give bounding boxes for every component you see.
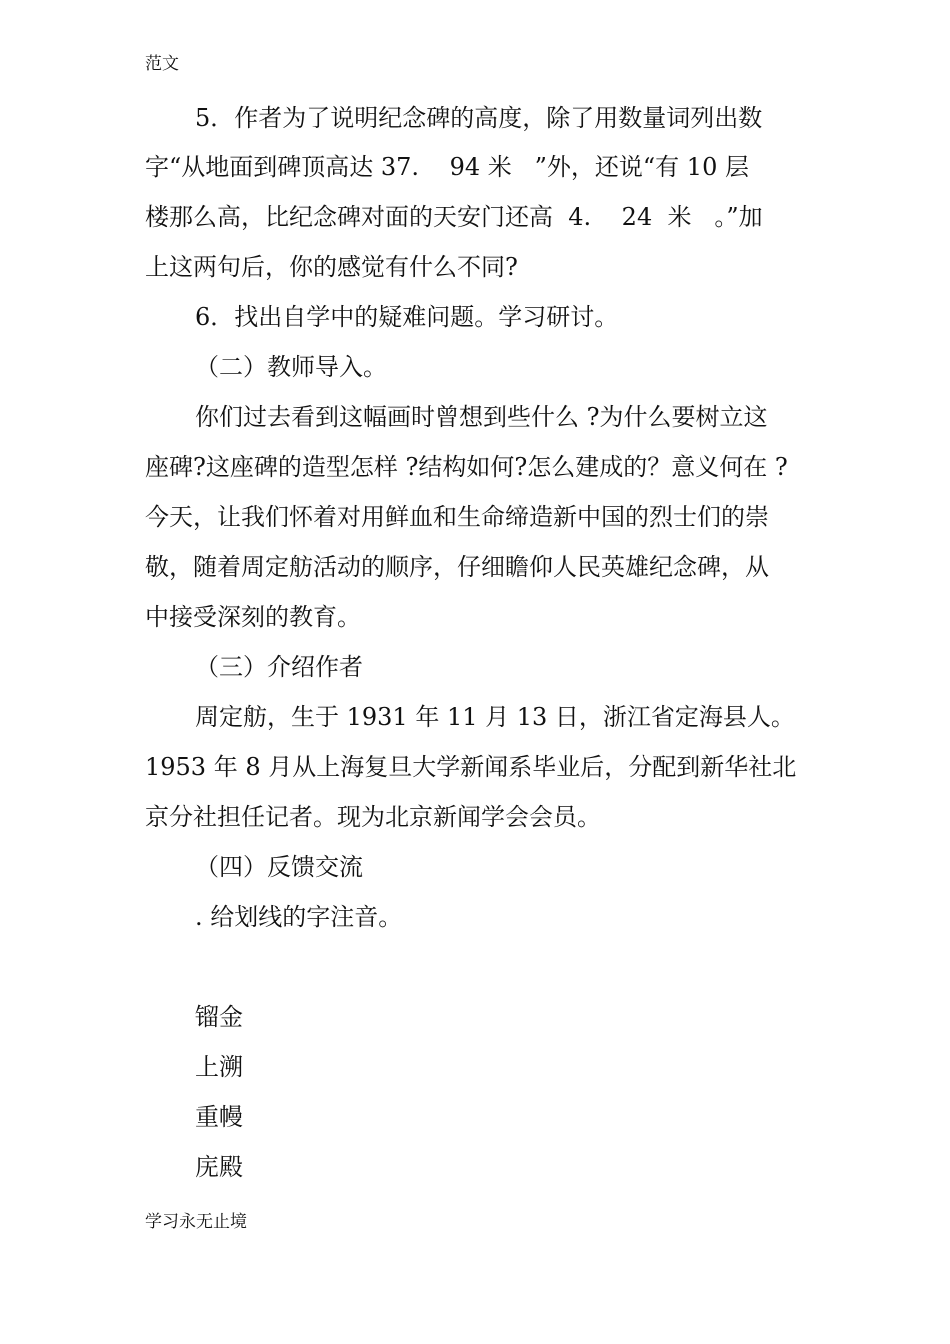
paragraph-line: 今天，让我们怀着对用鲜血和生命缔造新中国的烈士们的崇 [145,503,769,531]
section-heading: （三）介绍作者 [195,653,363,681]
paragraph-line: 6．找出自学中的疑难问题。学习研讨。 [195,303,619,331]
section-heading: （四）反馈交流 [195,853,363,881]
paragraph-line: 楼那么高，比纪念碑对面的天安门还高 4. 24 米 。”加 [145,203,763,231]
paragraph-line: 周定舫，生于 1931 年 11 月 13 日，浙江省定海县人。 [195,703,795,731]
vocab-item: 重幔 [195,1103,243,1131]
paragraph-line: 你们过去看到这幅画时曾想到些什么 ?为什么要树立这 [195,403,768,431]
section-heading: （二）教师导入。 [195,353,387,381]
vocab-item: 镏金 [195,1003,243,1031]
vocab-item: 庑殿 [195,1153,243,1181]
paragraph-line: . 给划线的字注音。 [195,903,403,931]
page-header: 范文 [145,54,179,74]
paragraph-line: 敬，随着周定舫活动的顺序，仔细瞻仰人民英雄纪念碑，从 [145,553,769,581]
paragraph-line: 1953 年 8 月从上海复旦大学新闻系毕业后，分配到新华社北 [145,753,797,781]
paragraph-line: 字“从地面到碑顶高达 37. 94 米 ”外，还说“有 10 层 [145,153,749,181]
paragraph-line: 中接受深刻的教育。 [145,603,361,631]
paragraph-line: 上这两句后，你的感觉有什么不同? [145,253,518,281]
paragraph-line: 5．作者为了说明纪念碑的高度，除了用数量词列出数 [195,104,763,132]
page-footer: 学习永无止境 [145,1212,247,1232]
paragraph-line: 京分社担任记者。现为北京新闻学会会员。 [145,803,601,831]
vocab-item: 上溯 [195,1053,243,1081]
paragraph-line: 座碑?这座碑的造型怎样 ?结构如何?怎么建成的？意义何在 ? [145,453,788,481]
